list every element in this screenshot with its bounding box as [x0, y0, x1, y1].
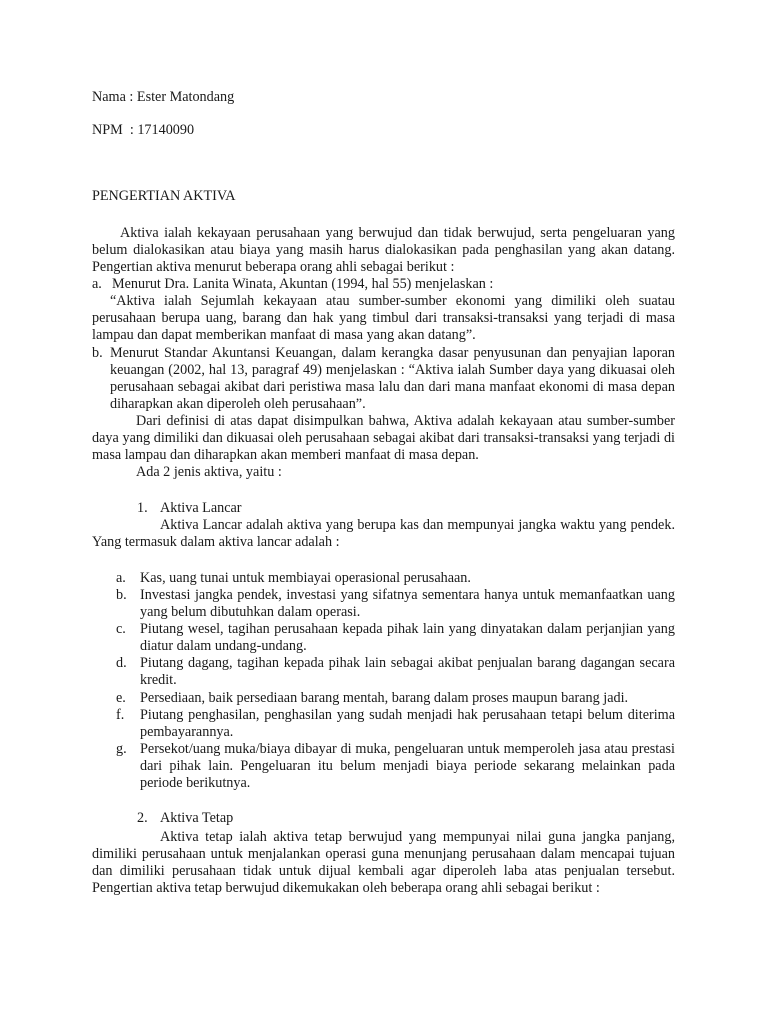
- definition-b-text: Menurut Standar Akuntansi Keuangan, dalam kerangka dasar penyusunan dan penyajian laporan keuangan (2002, hal 13, paragraf 49) menjelaskan : “Aktiva ialah Sumber daya yang dikuasai oleh perusahaan sebagai akibat dari peristiwa masa lalu dan dari mana manfaat ekonomi di masa depan diharapkan akan diperoleh oleh perusahaan”.: [110, 345, 675, 412]
- list-item-text: Piutang penghasilan, penghasilan yang sudah menjadi hak perusahaan tetapi belum diterima pembayarannya.: [140, 707, 675, 740]
- list-item: [116, 621, 675, 655]
- section1-body: Aktiva Lancar adalah aktiva yang berupa kas dan mempunyai jangka waktu yang pendek. Yang termasuk dalam aktiva lancar adalah :: [92, 517, 675, 550]
- list-item: [116, 741, 675, 792]
- list-item-marker: d.: [116, 655, 127, 671]
- section1-heading: Aktiva Lancar: [160, 500, 242, 516]
- list-item-text: Persediaan, baik persediaan barang mentah, barang dalam proses maupun barang jadi.: [140, 690, 629, 706]
- list-item-text: Kas, uang tunai untuk membiayai operasional perusahaan.: [140, 570, 471, 586]
- section2-number: 2.: [137, 810, 148, 826]
- student-npm: NPM : 17140090: [92, 122, 195, 138]
- list-item: [116, 587, 675, 621]
- list-item: [116, 655, 675, 689]
- list-item-marker: g.: [116, 741, 127, 757]
- list-item-text: Persekot/uang muka/biaya dibayar di muka, pengeluaran untuk memperoleh jasa atau prestasi dari pihak lain. Pengeluaran itu belum menjadi biaya periode sekarang melainkan pada periode berikutnya.: [140, 741, 675, 791]
- list-item: [116, 570, 675, 587]
- section1-number: 1.: [137, 500, 148, 516]
- conclusion-paragraph: Dari definisi di atas dapat disimpulkan bahwa, Aktiva adalah kekayaan atau sumber-sumber daya yang dimiliki dan dikuasai oleh perusahaan sebagai akibat dari transaksi-transaksi yang terjadi di masa lampau dan diharapkan akan memberi manfaat di masa depan.: [92, 413, 675, 463]
- list-item-text: Piutang dagang, tagihan kepada pihak lain sebagai akibat penjualan barang dagangan secara kredit.: [140, 655, 675, 688]
- page-title: PENGERTIAN AKTIVA: [92, 188, 236, 204]
- list-item-marker: b.: [116, 587, 127, 603]
- student-name: Nama : Ester Matondang: [92, 89, 235, 105]
- list-item-marker: c.: [116, 621, 126, 637]
- definition-b: [92, 345, 675, 417]
- definition-a-quote: “Aktiva ialah Sejumlah kekayaan atau sumber-sumber ekonomi yang dimiliki oleh suatau perusahaan berupa uang, barang dan hak yang timbul dari transaksi-transaksi yang terjadi di masa lampau dan dapat memberikan manfaat di masa yang akan datang”.: [92, 293, 675, 343]
- section2-heading: Aktiva Tetap: [160, 810, 234, 826]
- list-item-marker: f.: [116, 707, 125, 723]
- list-item-marker: a.: [116, 570, 126, 586]
- types-intro: Ada 2 jenis aktiva, yaitu :: [136, 464, 282, 480]
- definition-a: [92, 276, 675, 348]
- list-item-text: Piutang wesel, tagihan perusahaan kepada pihak lain yang dinyatakan dalam perjanjian yang diatur dalam undang-undang.: [140, 621, 675, 654]
- list-item-text: Investasi jangka pendek, investasi yang sifatnya sementara hanya untuk memanfaatkan uang yang belum dibutuhkan dalam operasi.: [140, 587, 675, 620]
- list-item: [116, 707, 675, 741]
- list-item: [116, 690, 675, 707]
- definition-a-marker: a.: [92, 276, 102, 292]
- intro-paragraph: Aktiva ialah kekayaan perusahaan yang berwujud dan tidak berwujud, serta pengeluaran yang belum dialokasikan atau biaya yang masih harus dialokasikan pada penghasilan yang akan datang. Pengertian aktiva menurut beberapa orang ahli sebagai berikut :: [92, 225, 675, 275]
- definition-b-marker: b.: [92, 345, 103, 361]
- section2-body: Aktiva tetap ialah aktiva tetap berwujud yang mempunyai nilai guna jangka panjang, dimiliki perusahaan untuk menjalankan operasi guna menunjang perusahaan dalam mencapai tujuan dan dimiliki perusahaan tidak untuk dijual kembali agar diperoleh laba atas penjualan tersebut. Pengertian aktiva tetap berwujud dikemukakan oleh beberapa orang ahli sebagai berikut :: [92, 829, 675, 896]
- definition-a-source: Menurut Dra. Lanita Winata, Akuntan (1994, hal 55) menjelaskan :: [112, 276, 494, 292]
- list-item-marker: e.: [116, 690, 126, 706]
